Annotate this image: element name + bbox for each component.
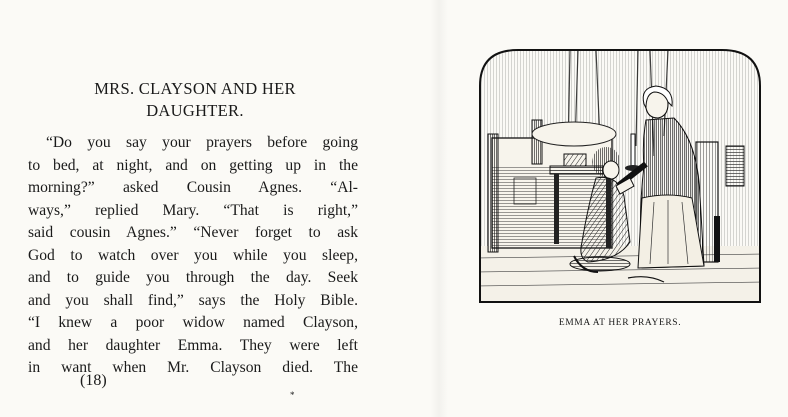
body-line: “I knew a poor widow named Clayson, — [28, 314, 358, 331]
body-line: God to watch over you while you sleep, — [28, 246, 358, 264]
body-line: and you shall find,” says the Holy Bible. — [28, 291, 358, 309]
body-line: said cousin Agnes.” “Never forget to ask — [28, 224, 358, 241]
body-line: to bed, at night, and on getting up in the — [28, 156, 358, 174]
body-line: and to guide you through the day. Seek — [28, 269, 358, 286]
chapter-title — [30, 78, 360, 122]
engraving-illustration — [478, 46, 762, 304]
signature-mark: * — [290, 390, 295, 400]
body-line: ways,” replied Mary. “That is right,” — [28, 201, 358, 219]
illustration-caption: EMMA AT HER PRAYERS. — [558, 318, 682, 328]
title-line-1: MRS. CLAYSON AND HER — [94, 79, 296, 98]
body-line: and her daughter Emma. They were left — [28, 336, 358, 354]
body-line: morning?” asked Cousin Agnes. “Al- — [28, 179, 358, 196]
body-line: “Do you say your prayers before going — [46, 134, 358, 151]
body-line: in want when Mr. Clayson died. The — [28, 359, 358, 376]
title-line-2: DAUGHTER. — [146, 101, 244, 120]
page-gutter — [430, 0, 448, 417]
body-paragraph — [28, 132, 358, 380]
page-number: (18) — [80, 372, 107, 389]
